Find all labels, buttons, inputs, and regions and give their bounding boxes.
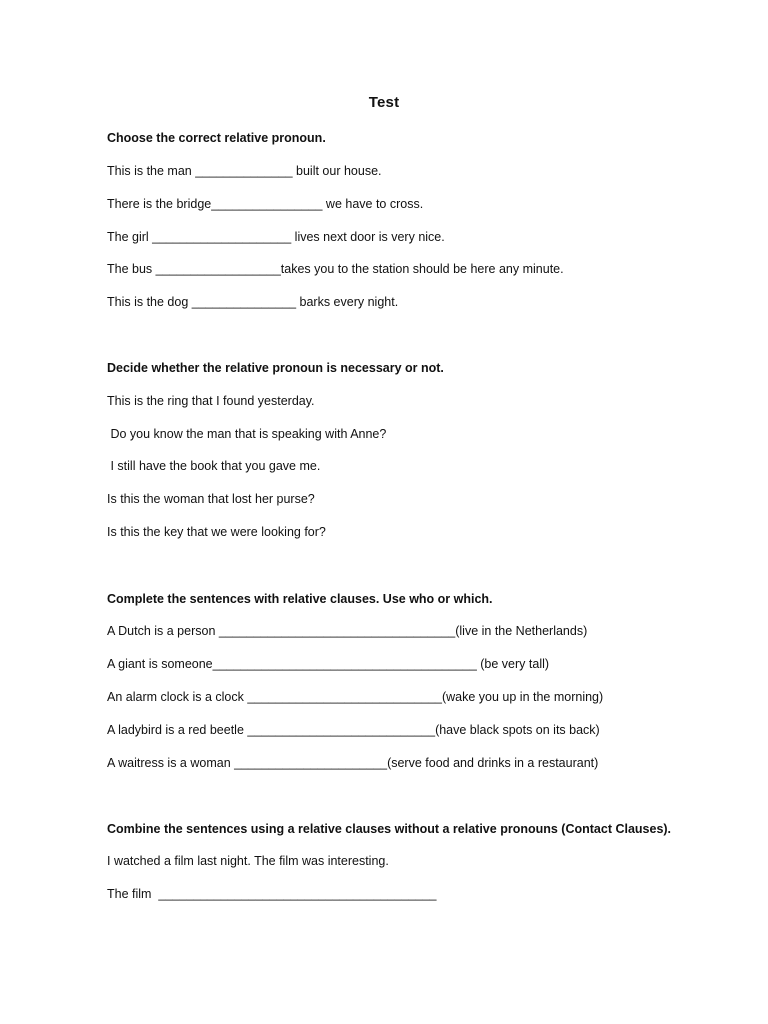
page-title: Test xyxy=(368,94,400,111)
section-3-item-3: An alarm clock is a clock ____________________________(wake you up in the morning) xyxy=(107,690,604,704)
section-1-heading: Choose the correct relative pronoun. xyxy=(107,131,326,145)
section-2-item-1: This is the ring that I found yesterday. xyxy=(107,394,315,408)
section-2-heading: Decide whether the relative pronoun is necessary or not. xyxy=(107,361,444,375)
section-2-item-5: Is this the key that we were looking for? xyxy=(107,525,326,539)
section-2-item-4: Is this the woman that lost her purse? xyxy=(107,492,315,506)
section-3-item-1: A Dutch is a person __________________________________(live in the Netherlands) xyxy=(107,624,588,638)
section-3-item-5: A waitress is a woman ______________________(serve food and drinks in a restaurant) xyxy=(107,756,599,770)
section-2-item-2: Do you know the man that is speaking with Anne? xyxy=(107,427,387,441)
section-1-item-2: There is the bridge________________ we have to cross. xyxy=(107,197,424,211)
section-4-item-2: The film ________________________________________ xyxy=(107,887,437,901)
section-2-item-3: I still have the book that you gave me. xyxy=(107,459,321,473)
section-4-heading: Combine the sentences using a relative clauses without a relative pronouns (Contact Clauses). xyxy=(107,822,672,836)
section-1-item-1: This is the man ______________ built our house. xyxy=(107,164,382,178)
section-4-item-1: I watched a film last night. The film was interesting. xyxy=(107,854,389,868)
section-1-item-4: The bus __________________takes you to the station should be here any minute. xyxy=(107,262,564,276)
section-1-item-3: The girl ____________________ lives next door is very nice. xyxy=(107,230,445,244)
section-3-item-4: A ladybird is a red beetle ___________________________(have black spots on its back) xyxy=(107,723,600,737)
section-3-heading: Complete the sentences with relative clauses. Use who or which. xyxy=(107,592,493,606)
section-1-item-5: This is the dog _______________ barks every night. xyxy=(107,295,399,309)
section-3-item-2: A giant is someone______________________________________ (be very tall) xyxy=(107,657,550,671)
